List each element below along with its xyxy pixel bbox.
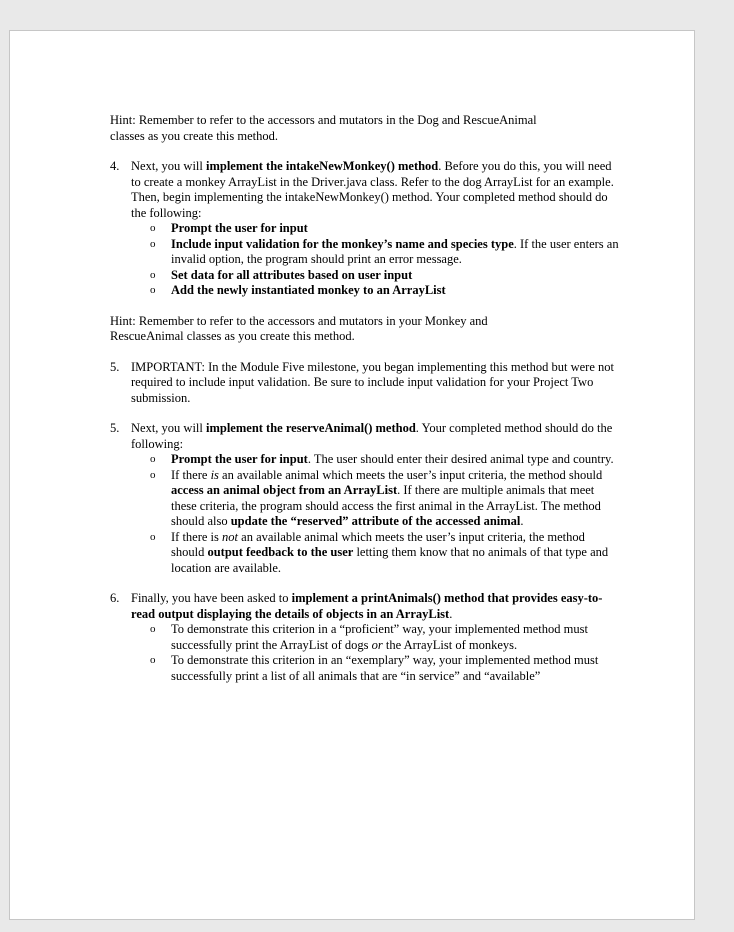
list-number: 5. [110,421,120,435]
bullet-icon: o [150,268,156,281]
hint-paragraph [110,113,620,144]
sub-bullet: o Prompt the user for input [150,221,308,235]
sub-bullet-list [131,452,620,576]
bullet-icon: o [150,222,156,234]
sub-bullet: o To demonstrate this criterion in a “proficient” way, your implemented method must successfully print the ArrayList of dogs or the ArrayList of monkeys. [150,622,588,652]
bullet-icon: o [150,468,156,481]
item-text: Next, you will implement the intakeNewMonkey() method. Before you do this, you will need to create a monkey ArrayList in the Driver.java class. Refer to the dog ArrayList for an example. Then, begin implementing the intakeNewMonkey() method. Your completed method should do the following: [131,159,614,220]
sub-bullet-list [131,221,620,299]
sub-bullet: o If there is not an available animal which meets the user’s input criteria, the method should output feedback to the user letting them know that no animals of that type and location are available. [150,529,609,575]
bullet-icon: o [150,654,156,666]
item-text: Next, you will implement the reserveAnimal() method. Your completed method should do the following: [131,421,613,451]
hint-text: Hint: Remember to refer to the accessors and mutators in your Monkey and [110,313,488,328]
bullet-icon: o [150,284,156,296]
item-text: Finally, you have been asked to implement a printAnimals() method that provides easy-to-read output displaying the details of objects in an ArrayList. [131,591,603,621]
hint-text: RescueAnimal classes as you create this method. [110,329,355,343]
document-page [9,30,695,920]
sub-bullet: o Include input validation for the monkey’s name and species type. If the user enters an invalid option, the program should print an error message. [150,236,619,266]
sub-bullet: o To demonstrate this criterion in an “exemplary” way, your implemented method must successfully print a list of all animals that are “in service” and “available” [150,653,599,683]
list-number: 4. [110,159,120,173]
item-text: IMPORTANT: In the Module Five milestone, you began implementing this method but were not required to include input validation. Be sure to include input validation for your Project Two submission. [131,359,614,405]
list-number: 6. [110,591,120,605]
bullet-icon: o [150,453,156,465]
document-body [110,113,620,699]
sub-bullet: o If there is an available animal which meets the user’s input criteria, the method should access an animal object from an ArrayList. If there are multiple animals that meet these criteria, the program should access the first animal in the ArrayList. The method should also update the “reserved” attribute of the accessed animal. [150,467,603,528]
sub-bullet-list [131,622,620,684]
bullet-icon: o [150,237,156,250]
hint-text: Hint: Remember to refer to the accessors and mutators in the Dog and RescueAnimal [110,113,537,127]
list-item-6 [110,591,620,684]
hint-text: classes as you create this method. [110,128,279,143]
hint-paragraph [110,314,620,345]
sub-bullet: o Add the newly instantiated monkey to an ArrayList [150,283,446,297]
list-item-5-important [110,360,620,407]
bullet-icon: o [150,530,156,543]
sub-bullet: o Set data for all attributes based on user input [150,267,413,282]
sub-bullet: o Prompt the user for input. The user should enter their desired animal type and country. [150,452,614,466]
list-item-4 [110,159,620,299]
bullet-icon: o [150,623,156,635]
list-item-5 [110,421,620,576]
list-number: 5. [110,359,120,374]
